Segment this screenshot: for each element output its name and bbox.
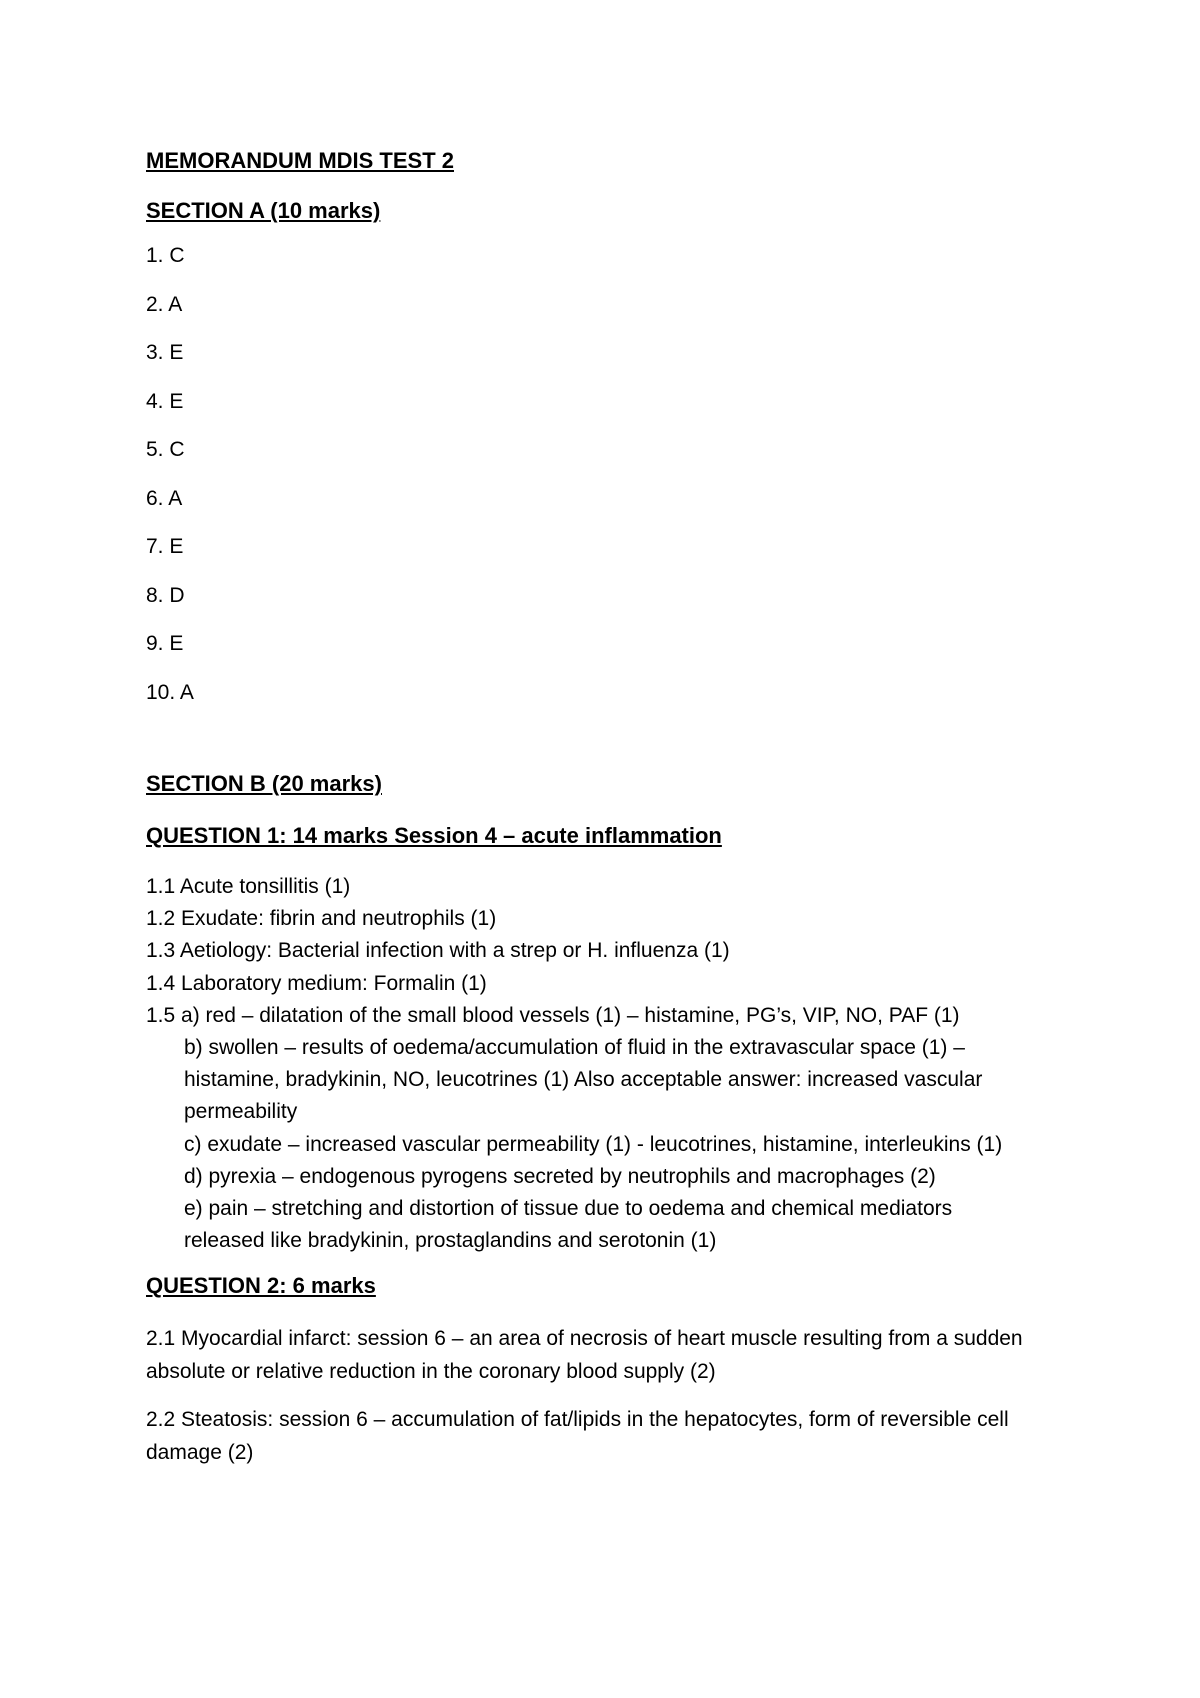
answer-line: histamine, bradykinin, NO, leucotrines (1) Also acceptable answer: increased vascular: [184, 1068, 983, 1092]
answer-line: e) pain – stretching and distortion of tissue due to oedema and chemical mediators: [184, 1197, 953, 1221]
question-1-heading: QUESTION 1: 14 marks Session 4 – acute inflammation: [146, 823, 722, 848]
answer-item: 5. C: [146, 438, 185, 461]
answer-line: 1.1 Acute tonsillitis (1): [146, 875, 351, 898]
answer-line: 1.2 Exudate: fibrin and neutrophils (1): [146, 907, 497, 931]
section-a-heading: SECTION A (10 marks): [146, 198, 381, 223]
answer-line: released like bradykinin, prostaglandins and serotonin (1): [184, 1229, 717, 1253]
answer-line: c) exudate – increased vascular permeability (1) - leucotrines, histamine, interleukins (1): [184, 1132, 1003, 1156]
question-2-heading: QUESTION 2: 6 marks: [146, 1273, 376, 1299]
answer-item: 1. C: [146, 244, 185, 267]
answer-item: 3. E: [146, 341, 184, 364]
answer-line: permeability: [184, 1100, 298, 1124]
answer-item: 7. E: [146, 535, 184, 558]
answer-line: b) swollen – results of oedema/accumulation of fluid in the extravascular space (1) –: [184, 1036, 965, 1060]
section-a-answer-list: [146, 244, 1076, 729]
answer-line: d) pyrexia – endogenous pyrogens secreted by neutrophils and macrophages (2): [184, 1164, 936, 1188]
answer-item: 9. E: [146, 632, 184, 655]
answer-line: 1.4 Laboratory medium: Formalin (1): [146, 971, 487, 995]
answer-paragraph: 2.1 Myocardial infarct: session 6 – an area of necrosis of heart muscle resulting from a sudden absolute or relative reduction in the coronary blood supply (2): [146, 1327, 1023, 1383]
section-b-heading: SECTION B (20 marks): [146, 771, 382, 796]
document-title: MEMORANDUM MDIS TEST 2: [146, 148, 454, 173]
answer-item: 8. D: [146, 583, 185, 607]
answer-item: 6. A: [146, 486, 183, 510]
answer-line: 1.3 Aetiology: Bacterial infection with a strep or H. influenza (1): [146, 939, 730, 963]
answer-item: 4. E: [146, 389, 184, 413]
answer-item: 10. A: [146, 680, 194, 704]
answer-paragraph: 2.2 Steatosis: session 6 – accumulation of fat/lipids in the hepatocytes, form of reversible cell damage (2): [146, 1408, 1009, 1464]
answer-line: 1.5 a) red – dilatation of the small blood vessels (1) – histamine, PG’s, VIP, NO, PAF (1): [146, 1003, 960, 1027]
answer-item: 2. A: [146, 292, 183, 316]
question-1-answers: [146, 871, 1076, 1257]
memorandum-body: [146, 148, 1076, 1485]
